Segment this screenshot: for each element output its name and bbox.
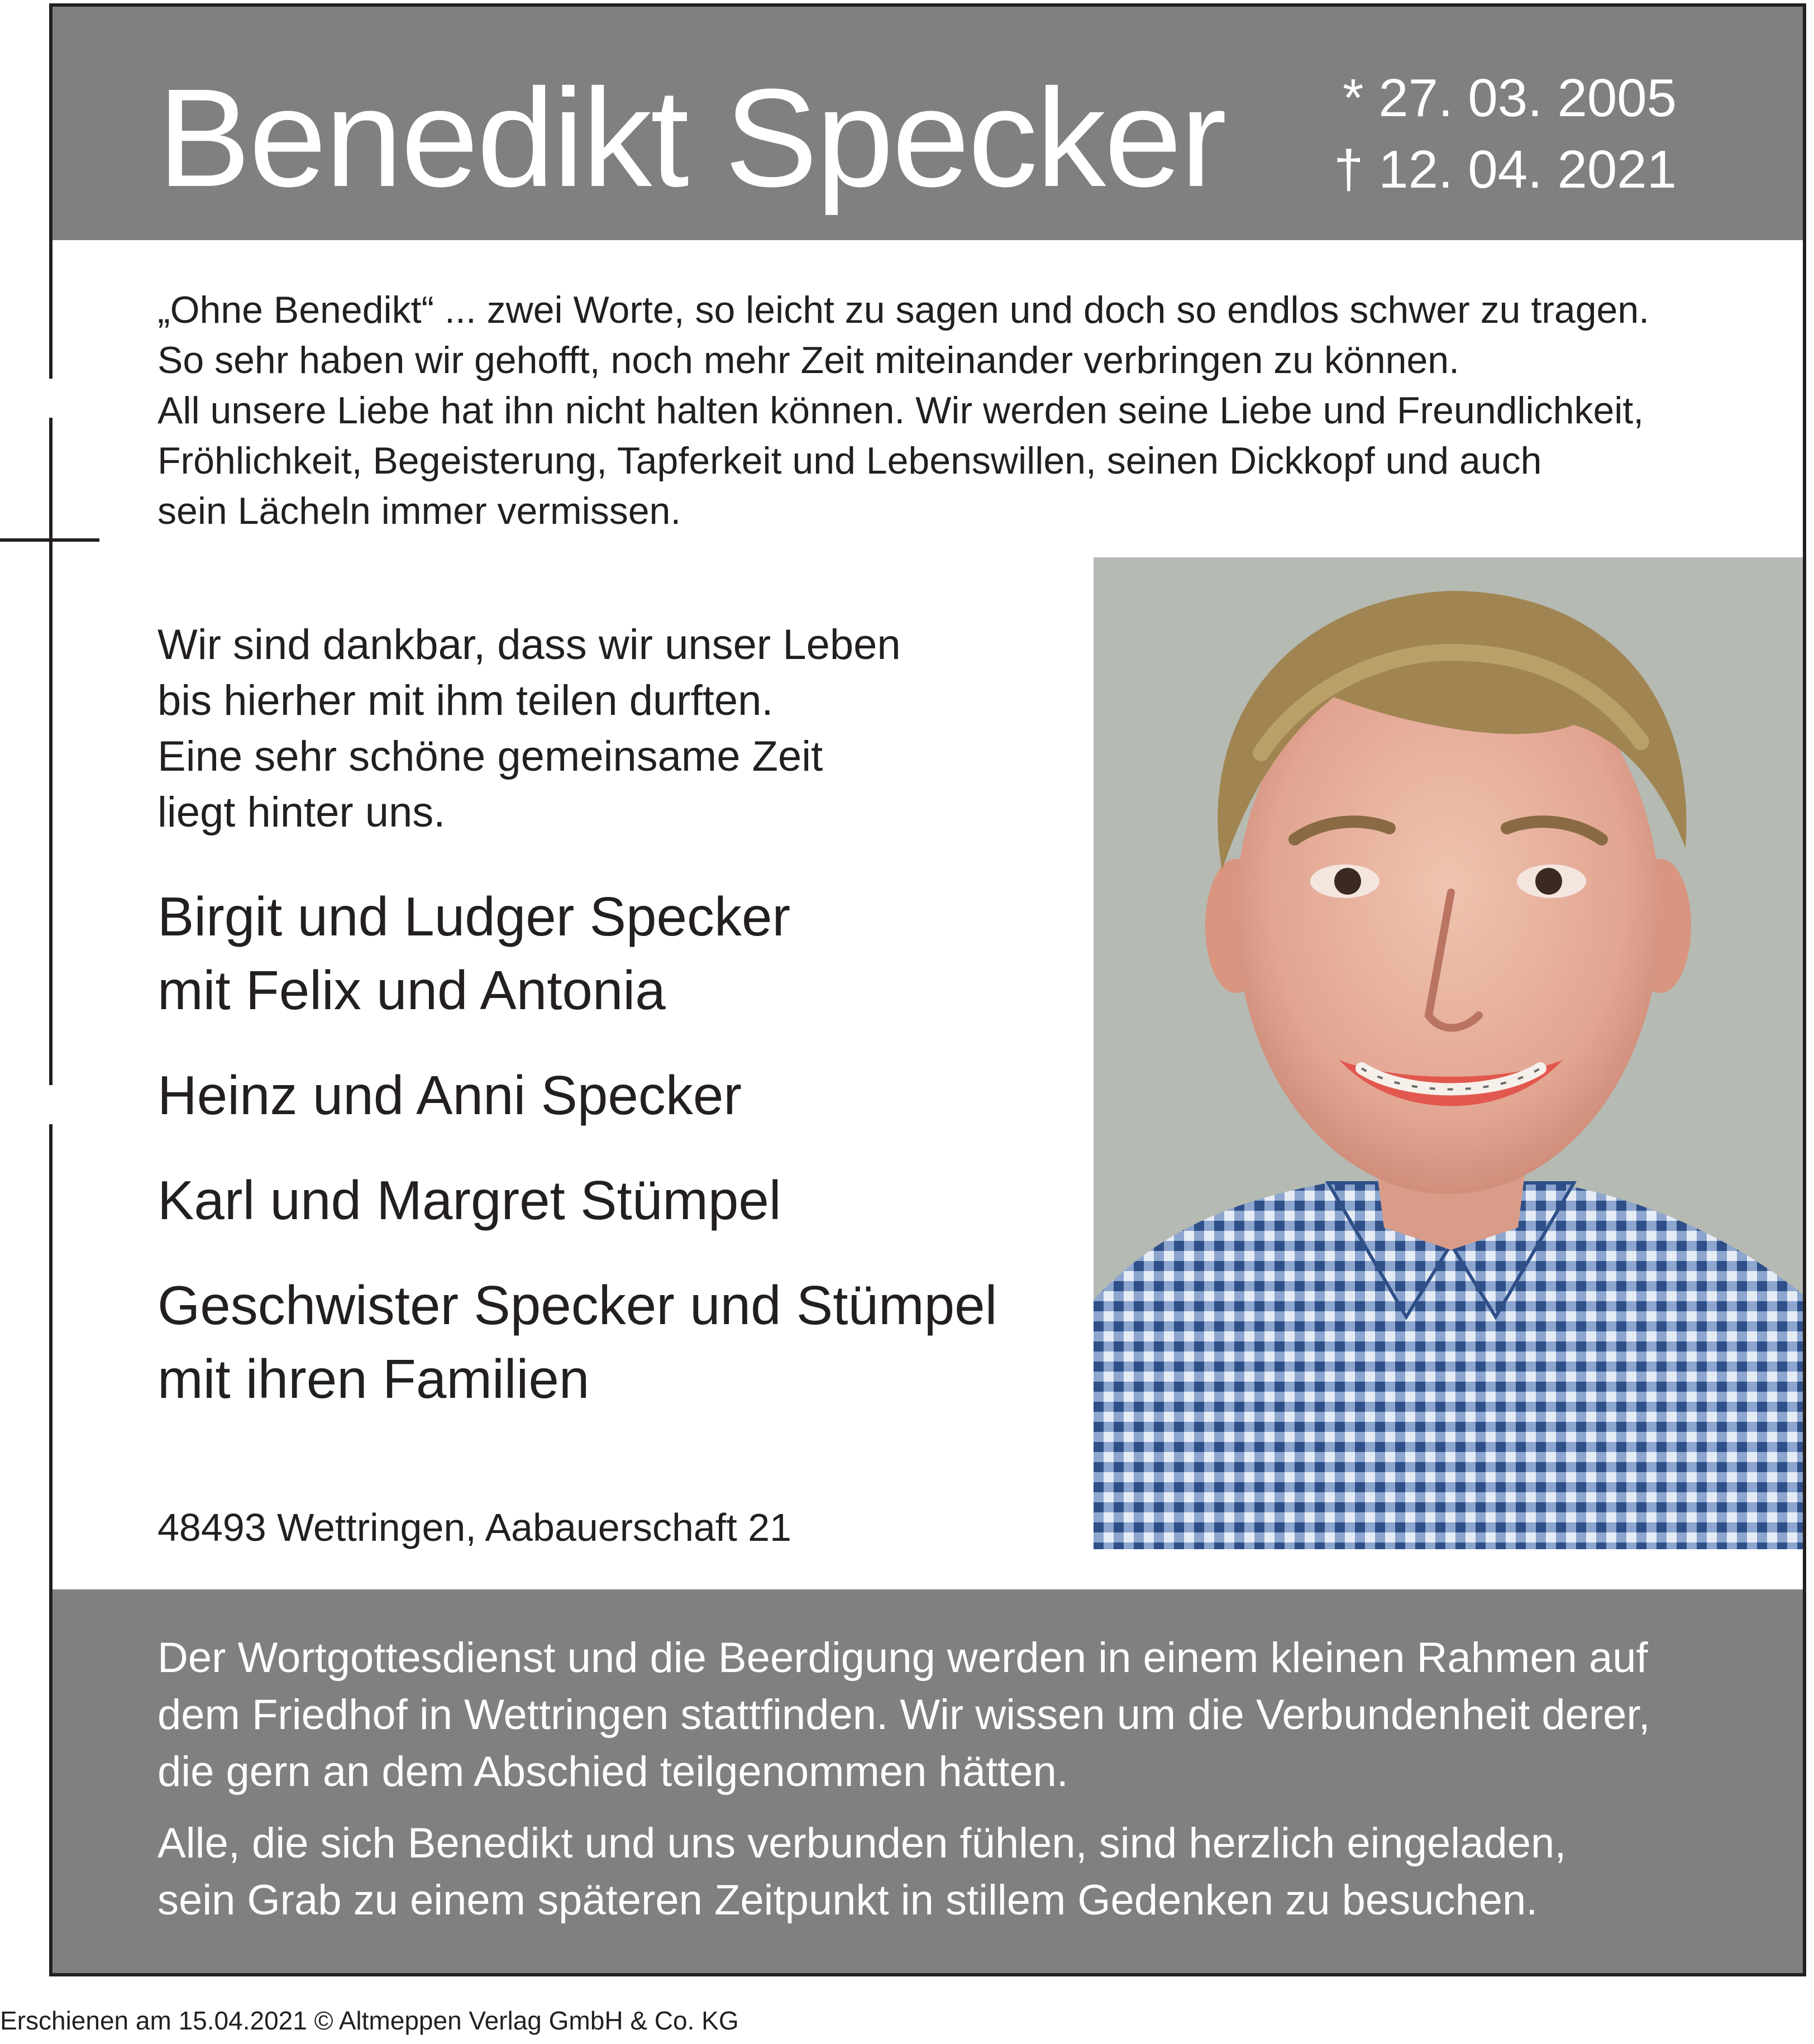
family-address: 48493 Wettringen, Aabauerschaft 21 (157, 1506, 792, 1549)
intro-line: Fröhlichkeit, Begeisterung, Tapferkeit und Lebenswillen, seinen Dickkopf und auch (157, 440, 1542, 482)
mourner-line: Birgit und Ludger Specker (157, 886, 791, 947)
mourner-group (157, 880, 1085, 1027)
footer-line: die gern an dem Abschied teilgenommen hätten. (157, 1748, 1068, 1795)
mourner-line: mit Felix und Antonia (157, 959, 666, 1021)
mourner-group (157, 1268, 1085, 1416)
mourner-line: Geschwister Specker und Stümpel (157, 1274, 997, 1336)
mourner-group (157, 1163, 1085, 1237)
thanks-line: Wir sind dankbar, dass wir unser Leben (157, 621, 901, 668)
intro-line: „Ohne Benedikt“ ... zwei Worte, so leicht zu sagen und doch so endlos schwer zu tragen. (157, 289, 1650, 331)
life-dates (1334, 63, 1677, 206)
funeral-info-paragraph (157, 1630, 1650, 1801)
thanks-line: liegt hinter uns. (157, 789, 446, 836)
portrait-illustration (1094, 557, 1803, 1549)
footer-line: Alle, die sich Benedikt und uns verbunden fühlen, sind herzlich eingeladen, (157, 1819, 1567, 1867)
deceased-name: Benedikt Specker (157, 60, 1225, 216)
intro-text (157, 285, 1649, 536)
mourner-line: Karl und Margret Stümpel (157, 1169, 781, 1231)
cross-icon (0, 538, 99, 542)
frame-right-border (1803, 3, 1806, 1976)
thanks-line: bis hierher mit ihm teilen durften. (157, 677, 774, 724)
mourner-line: mit ihren Familien (157, 1348, 590, 1410)
header-band (52, 7, 1803, 240)
birth-date: * 27. 03. 2005 (1343, 68, 1677, 128)
thanks-text (157, 617, 901, 840)
intro-line: So sehr haben wir gehofft, noch mehr Zeit miteinander verbringen zu können. (157, 339, 1459, 381)
funeral-notice-band (52, 1589, 1803, 1973)
portrait-photo (1094, 557, 1803, 1549)
footer-line: Der Wortgottesdienst und die Beerdigung werden in einem kleinen Rahmen auf (157, 1634, 1648, 1682)
mourner-group (157, 1058, 1085, 1132)
footer-line: sein Grab zu einem späteren Zeitpunkt in stillem Gedenken zu besuchen. (157, 1876, 1538, 1924)
death-date: † 12. 04. 2021 (1334, 140, 1677, 199)
mourner-line: Heinz und Anni Specker (157, 1064, 742, 1126)
intro-line: All unsere Liebe hat ihn nicht halten können. Wir werden seine Liebe und Freundlichkeit, (157, 389, 1644, 432)
frame-left-border-middle (49, 418, 52, 1085)
publication-credit: Erschienen am 15.04.2021 © Altmeppen Verlag GmbH & Co. KG (0, 2006, 739, 2035)
grave-visit-paragraph (157, 1815, 1566, 1929)
footer-line: dem Friedhof in Wettringen stattfinden. Wir wissen um die Verbundenheit derer, (157, 1691, 1650, 1739)
intro-line: sein Lächeln immer vermissen. (157, 490, 681, 532)
thanks-line: Eine sehr schöne gemeinsame Zeit (157, 733, 823, 780)
mourners-list (157, 880, 1085, 1447)
frame-bottom-border (49, 1973, 1806, 1976)
